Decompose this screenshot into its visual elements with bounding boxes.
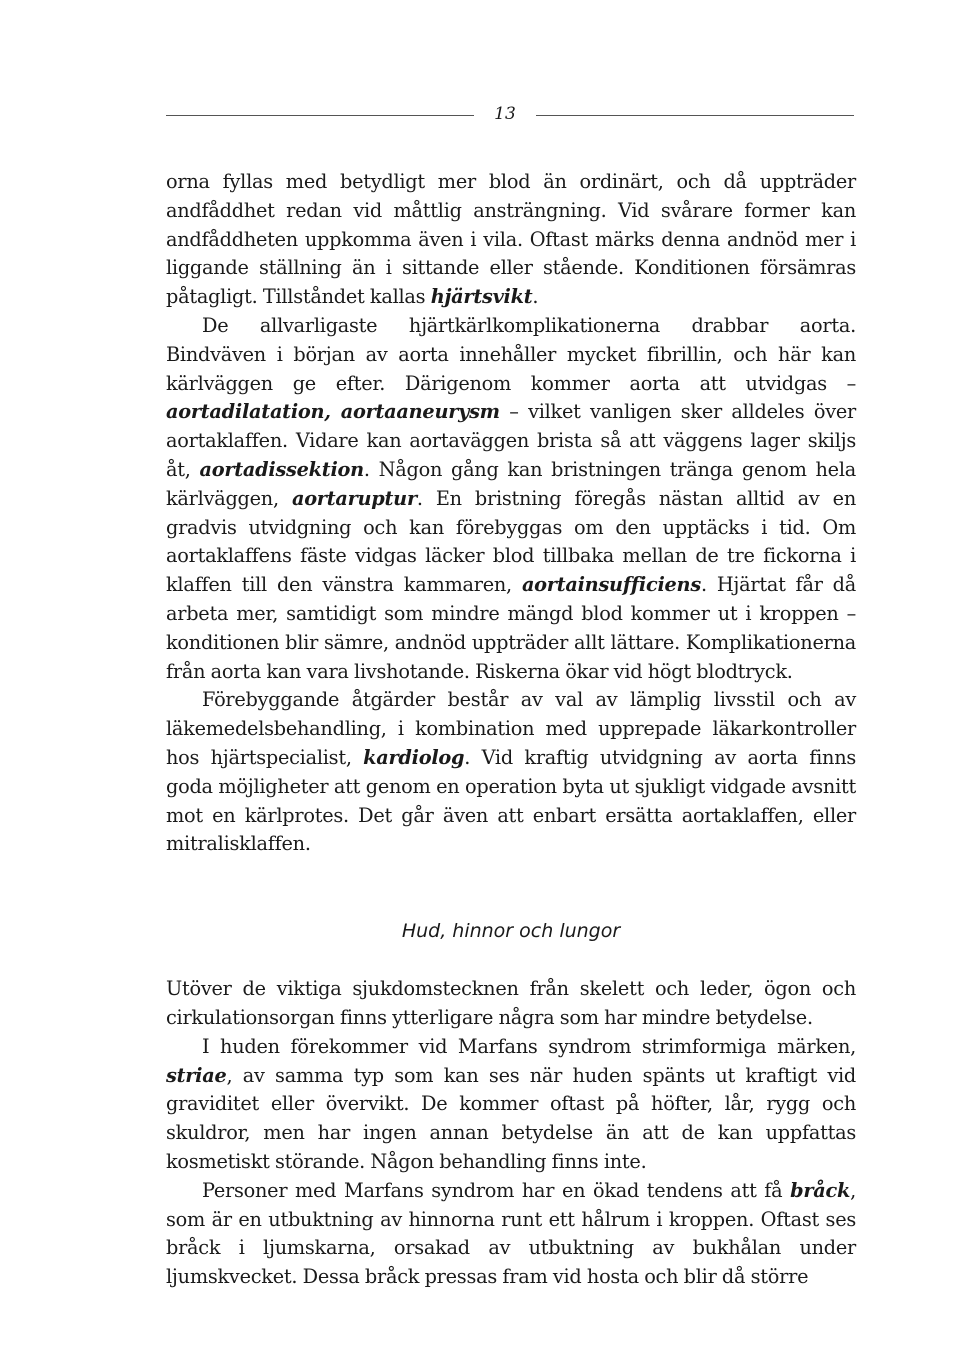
paragraph-text: . Vid kraftig utvidgning av aorta finns goda möjligheter att genom en operation byta ut sjukligt vidgade avsnitt mot en kärlprotes. Det går även att enbart ersätta aortaklaffen, eller mitralisklaffen. xyxy=(166,745,857,856)
paragraph-hernia xyxy=(166,1177,856,1292)
page-header xyxy=(166,102,854,130)
paragraph-text: . Hjärtat får då arbeta mer, samtidigt som mindre mängd blod kommer ut i kroppen – konditionen blir sämre, andnöd uppträder allt lättare. Komplikationerna från aorta kan vara livshotande. Riskerna ökar vid högt blodtryck. xyxy=(166,573,856,683)
term-aortadissektion: aortadissektion xyxy=(199,457,364,481)
paragraph-text: Förebyggande åtgärder består av val av lämplig livsstil och av läkemedelsbehandling, i kombination med upprepade läkarkontroller hos hjärtspecialist, xyxy=(166,688,856,769)
paragraph-text: . Någon gång kan bristningen tränga genom hela kärlväggen, xyxy=(166,457,856,510)
paragraph-text: – vilket vanligen sker alldeles över aortaklaffen. Vidare kan aortaväggen brista så att väggens lager skiljs åt, xyxy=(166,400,856,481)
paragraph-text: , av samma typ som kan ses när huden spänts ut kraftigt vid graviditet eller övervikt. De kommer oftast på höfter, lår, rygg och skuldror, men har ingen annan betydelse än att de kan uppfattas kosmetiskt störande. Någon behandling finns inte. xyxy=(166,1063,856,1173)
term-kardiolog: kardiolog xyxy=(363,745,465,769)
paragraph-text: I huden förekommer vid Marfans syndrom strimformiga märken, xyxy=(202,1034,856,1058)
paragraph-text: De allvarligaste hjärtkärlkomplikationerna drabbar aorta. Bindväven i början av aorta innehåller mycket fibrillin, och här kan kärlväggen ge efter. Därigenom kommer aorta att utvidgas – xyxy=(166,313,856,395)
term-brack: bråck xyxy=(790,1178,851,1202)
paragraph-text: , som är en utbuktning av hinnorna runt ett hålrum i kroppen. Oftast ses bråck i ljumskarna, orsakad av utbuktning av bukhålan under ljumskvecket. Dessa bråck pressas fram vid hosta och blir då större xyxy=(166,1178,856,1289)
term-striae: striae xyxy=(166,1063,227,1087)
paragraph-text: . xyxy=(532,285,539,309)
page-number: 13 xyxy=(494,104,516,124)
header-rule-left xyxy=(166,115,474,116)
term-aortainsufficiens: aortainsufficiens xyxy=(521,573,701,597)
paragraph-text: Personer med Marfans syndrom har en ökad tendens att få xyxy=(202,1178,791,1202)
term-hjartsvikt: hjärtsvikt xyxy=(430,285,533,309)
header-rule-right xyxy=(536,115,854,116)
term-aortaruptur: aortaruptur xyxy=(291,486,417,510)
section-heading: Hud, hinnor och lungor xyxy=(401,920,621,943)
paragraph-heart-failure xyxy=(166,168,856,312)
paragraph-intro: Utöver de viktiga sjukdomstecknen från skelett och leder, ögon och cirkulationsorgan finns ytterligare några som har mindre betydelse. xyxy=(166,977,856,1029)
paragraph-aorta xyxy=(166,312,856,686)
paragraph-prevention xyxy=(166,686,856,859)
paragraph-skin xyxy=(166,1033,856,1177)
page-body xyxy=(166,168,856,1292)
paragraph-text: orna fyllas med betydligt mer blod än ordinärt, och då uppträder andfåddhet redan vid måttlig ansträngning. Vid svårare former kan andfåddheten uppkomma även i vila. Oftast märks denna andnöd mer i liggande ställning än i sittande eller stående. Konditionen försämras påtagligt. Tillståndet kallas xyxy=(166,170,856,309)
term-aortadilatation: aortadilatation, aortaaneurysm xyxy=(166,400,500,424)
paragraph-text: . En bristning föregås nästan alltid av en gradvis utvidgning och kan förebyggas om den upptäcks i tid. Om aortaklaffens fäste vidgas läcker blod tillbaka mellan de tre fickorna i klaffen till den vänstra kammaren, xyxy=(166,486,856,597)
